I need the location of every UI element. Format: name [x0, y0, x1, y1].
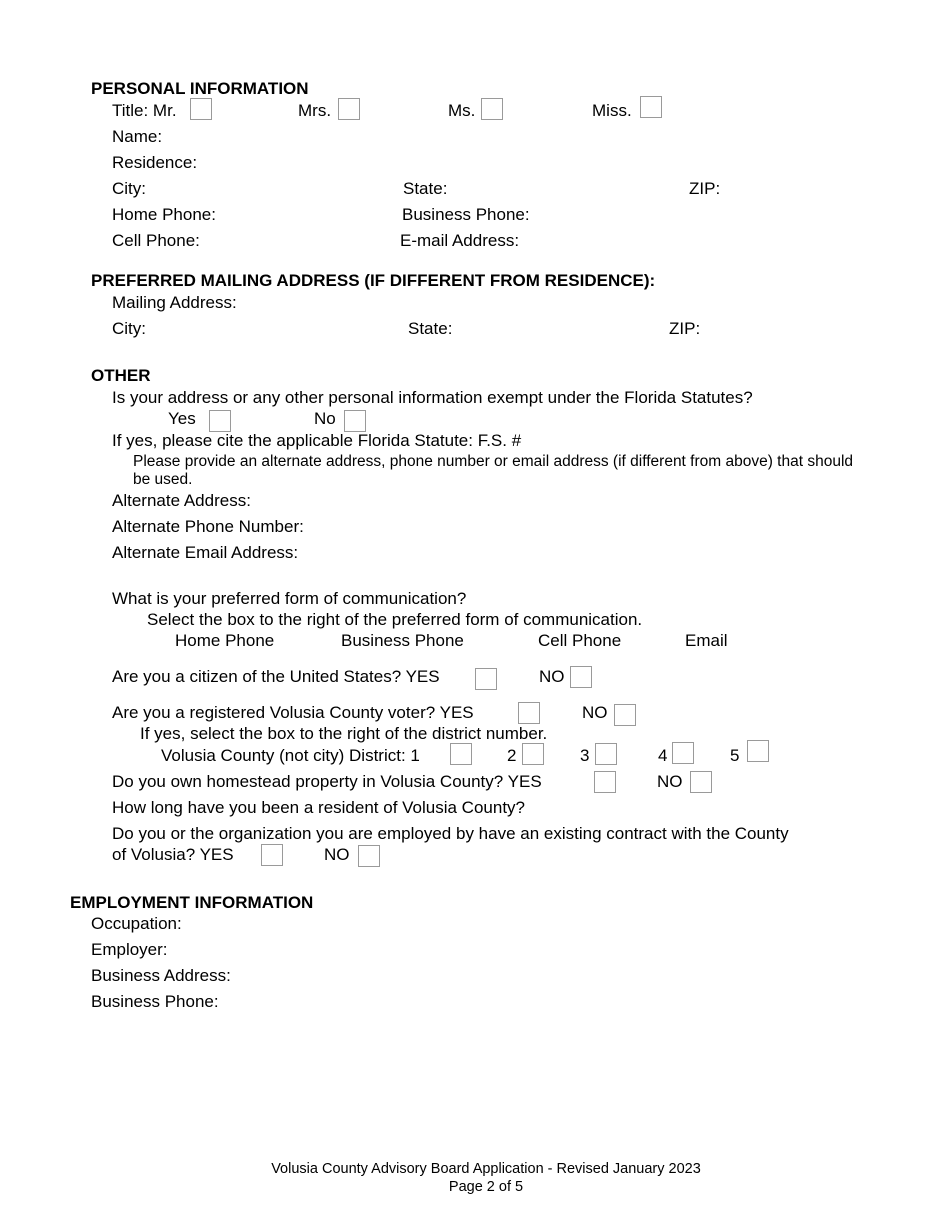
zip-label: ZIP:	[689, 179, 721, 198]
citizen-question: Are you a citizen of the United States? YES	[112, 667, 440, 686]
statute-label: If yes, please cite the applicable Florida Statute: F.S. #	[112, 431, 522, 450]
contract-question-line2: of Volusia? YES	[112, 845, 234, 864]
footer-title: Volusia County Advisory Board Application - Revised January 2023	[271, 1161, 701, 1177]
exempt-no-checkbox[interactable]	[344, 410, 366, 432]
name-label: Name:	[112, 127, 163, 146]
contract-no-label: NO	[324, 845, 350, 864]
page-number: Page 2 of 5	[448, 1179, 524, 1195]
district-instruction: If yes, select the box to the right of the district number.	[140, 724, 548, 743]
homestead-no-checkbox[interactable]	[690, 771, 712, 793]
cell-phone-label: Cell Phone:	[112, 231, 200, 250]
communication-instruction: Select the box to the right of the preferred form of communication.	[147, 610, 643, 629]
citizen-no-label: NO	[539, 667, 565, 686]
title-mr-label: Title: Mr.	[112, 101, 177, 120]
mailing-city-label: City:	[112, 319, 146, 338]
exempt-question: Is your address or any other personal information exempt under the Florida Statutes?	[112, 388, 753, 407]
comm-option-cell-phone[interactable]: Cell Phone	[538, 631, 622, 650]
city-label: City:	[112, 179, 146, 198]
title-mrs-checkbox[interactable]	[338, 98, 360, 120]
mailing-address-label: Mailing Address:	[112, 293, 237, 312]
district-5-label: 5	[730, 746, 740, 765]
comm-option-business-phone[interactable]: Business Phone	[341, 631, 464, 650]
employer-label: Employer:	[91, 940, 168, 959]
citizen-no-checkbox[interactable]	[570, 666, 592, 688]
mailing-state-label: State:	[408, 319, 453, 338]
alternate-note: Please provide an alternate address, phone number or email address (if different from above) that should be used.	[133, 453, 854, 488]
comm-option-home-phone[interactable]: Home Phone	[175, 631, 275, 650]
business-address-label: Business Address:	[91, 966, 231, 985]
alternate-address-label: Alternate Address:	[112, 491, 251, 510]
title-ms-label: Ms.	[448, 101, 476, 120]
title-mr-checkbox[interactable]	[190, 98, 212, 120]
mailing-zip-label: ZIP:	[669, 319, 701, 338]
voter-no-checkbox[interactable]	[614, 704, 636, 726]
resident-question: How long have you been a resident of Volusia County?	[112, 798, 525, 817]
contract-question-line1: Do you or the organization you are employed by have an existing contract with the County	[112, 824, 789, 843]
other-heading: OTHER	[91, 366, 151, 385]
employment-business-phone-label: Business Phone:	[91, 992, 219, 1011]
title-ms-checkbox[interactable]	[481, 98, 503, 120]
district-2-checkbox[interactable]	[522, 743, 544, 765]
contract-yes-checkbox[interactable]	[261, 844, 283, 866]
district-2-label: 2	[507, 746, 517, 765]
home-phone-label: Home Phone:	[112, 205, 216, 224]
personal-information-heading: PERSONAL INFORMATION	[91, 79, 309, 98]
exempt-yes-label: Yes	[168, 409, 196, 428]
voter-no-label: NO	[582, 703, 608, 722]
citizen-yes-checkbox[interactable]	[475, 668, 497, 690]
exempt-no-label: No	[314, 409, 336, 428]
alternate-phone-label: Alternate Phone Number:	[112, 517, 304, 536]
residence-label: Residence:	[112, 153, 198, 172]
email-label: E-mail Address:	[400, 231, 520, 250]
communication-question: What is your preferred form of communication?	[112, 589, 467, 608]
comm-option-email[interactable]: Email	[685, 631, 728, 650]
district-3-checkbox[interactable]	[595, 743, 617, 765]
homestead-no-label: NO	[657, 772, 683, 791]
business-phone-label: Business Phone:	[402, 205, 530, 224]
title-mrs-label: Mrs.	[298, 101, 332, 120]
mailing-address-heading: PREFERRED MAILING ADDRESS (IF DIFFERENT FROM RESIDENCE):	[91, 271, 656, 290]
exempt-yes-checkbox[interactable]	[209, 410, 231, 432]
homestead-question: Do you own homestead property in Volusia County? YES	[112, 772, 542, 791]
title-miss-label: Miss.	[592, 101, 632, 120]
district-4-label: 4	[658, 746, 668, 765]
district-4-checkbox[interactable]	[672, 742, 694, 764]
homestead-yes-checkbox[interactable]	[594, 771, 616, 793]
district-label: Volusia County (not city) District: 1	[161, 746, 420, 765]
employment-heading: EMPLOYMENT INFORMATION	[70, 893, 314, 912]
occupation-label: Occupation:	[91, 914, 182, 933]
district-3-label: 3	[580, 746, 590, 765]
state-label: State:	[403, 179, 448, 198]
contract-no-checkbox[interactable]	[358, 845, 380, 867]
voter-yes-checkbox[interactable]	[518, 702, 540, 724]
district-1-checkbox[interactable]	[450, 743, 472, 765]
title-miss-checkbox[interactable]	[640, 96, 662, 118]
alternate-email-label: Alternate Email Address:	[112, 543, 299, 562]
district-5-checkbox[interactable]	[747, 740, 769, 762]
voter-question: Are you a registered Volusia County voter? YES	[112, 703, 474, 722]
